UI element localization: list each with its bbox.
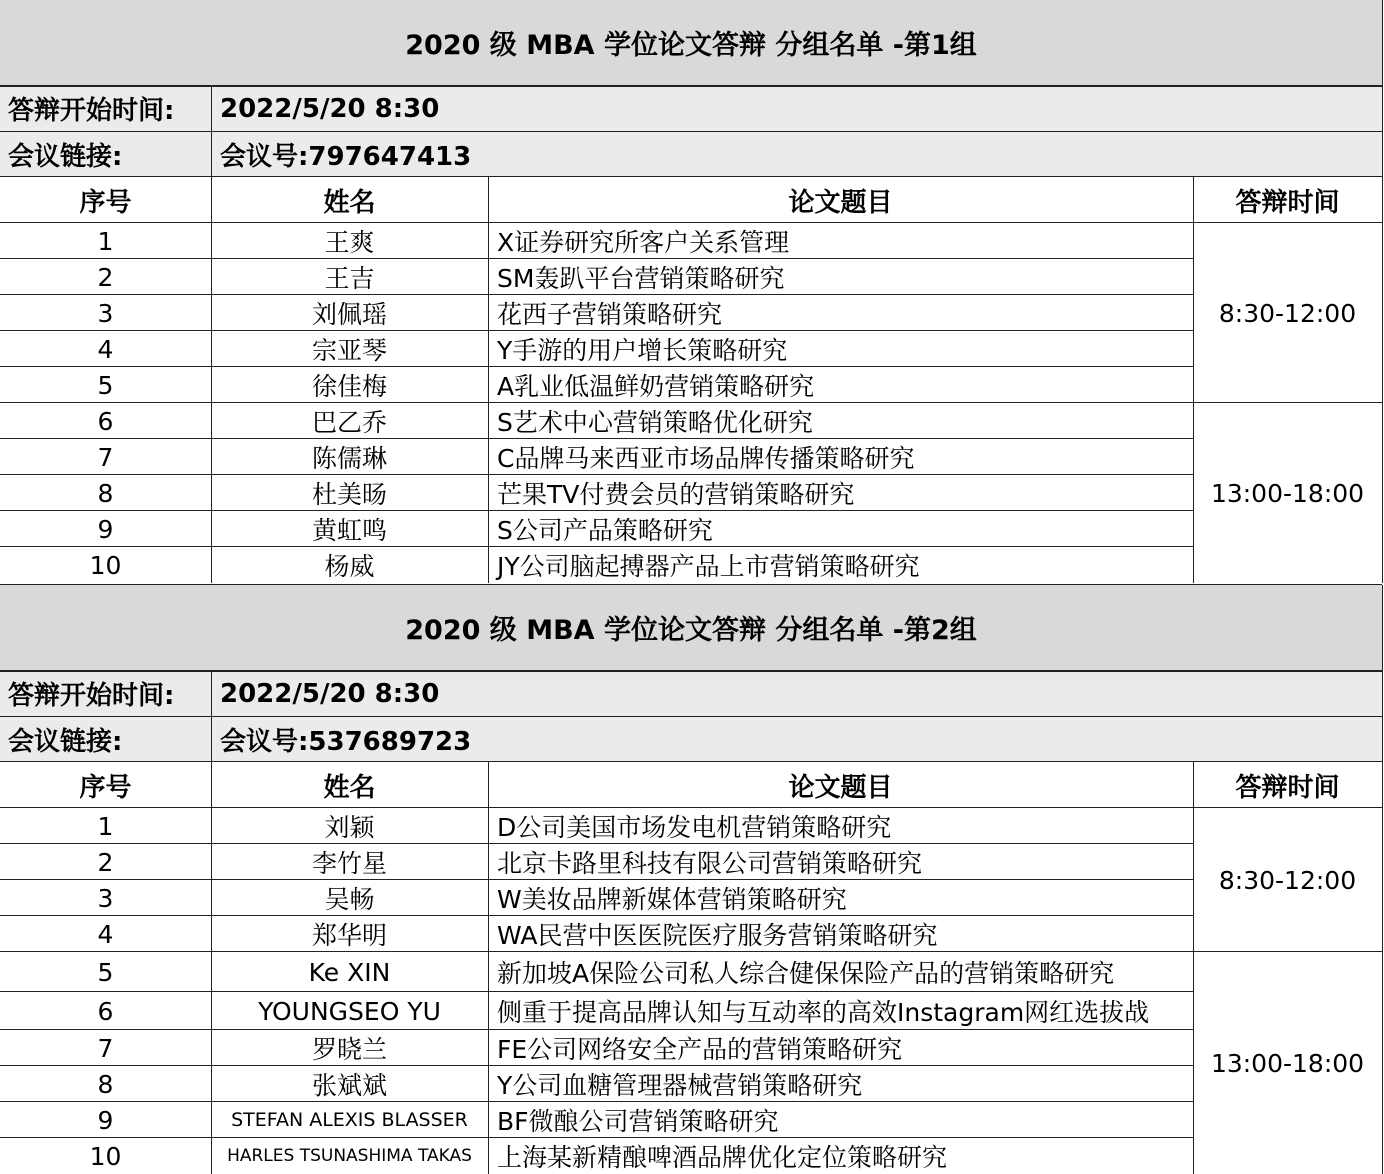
col-header-number [0,762,211,808]
thesis-topic [488,1030,1193,1066]
row-number-text: 1 [97,226,114,256]
student-name-text: 罗晓兰 [311,1035,387,1064]
grid-line [0,258,1193,259]
group-title-text: 2020 级 MBA 学位论文答辩 分组名单 -第1组 [405,30,977,61]
student-name [211,367,488,403]
student-name-text: 徐佳梅 [311,372,387,401]
thesis-topic-text: S艺术中心营销策略优化研究 [497,408,813,437]
grid-line [1193,177,1194,583]
thesis-topic [488,916,1193,952]
thesis-topic [488,1138,1193,1174]
row-number-text: 10 [89,1141,122,1171]
student-name [211,295,488,331]
defense-time-slot [1193,808,1382,952]
thesis-topic [488,992,1193,1030]
student-name-text: 吴畅 [324,885,375,914]
grid-line [488,177,489,583]
thesis-topic [488,259,1193,295]
defense-time-slot-text: 8:30-12:00 [1218,298,1357,328]
thesis-topic-text: Y手游的用户增长策略研究 [497,336,788,365]
row-number [0,880,211,916]
row-number-text: 8 [97,478,114,508]
grid-line [0,1101,1193,1102]
thesis-topic [488,331,1193,367]
student-name-text: YOUNGSEO YU [258,996,441,1026]
thesis-topic [488,880,1193,916]
student-name [211,844,488,880]
row-number [0,1102,211,1138]
thesis-topic [488,808,1193,844]
grid-line [0,510,1193,511]
defense-time-slot [1193,223,1382,403]
meeting-link-label [0,717,211,762]
thesis-topic [488,439,1193,475]
grid-line [0,546,1193,547]
student-name [211,475,488,511]
row-number-text: 6 [97,996,114,1026]
student-name [211,952,488,992]
row-number-text: 7 [97,442,114,472]
col-header-time [1193,762,1382,808]
row-number-text: 5 [97,370,114,400]
row-number-text: 5 [97,957,114,987]
group-title [0,585,1382,670]
meeting-link-label-text: 会议链接: [8,142,123,172]
row-number-text: 9 [97,1105,114,1135]
meeting-id-value [211,717,1382,762]
meeting-id-value-text: 会议号:537689723 [220,727,472,757]
defense-time-slot-text: 13:00-18:00 [1210,478,1365,508]
start-time-value [211,85,1382,132]
student-name-text: 杨威 [324,552,375,581]
thesis-topic [488,367,1193,403]
grid-line [0,843,1193,844]
row-number [0,844,211,880]
row-number-text: 3 [97,298,114,328]
grid-line [0,1029,1193,1030]
grid-line [0,991,1193,992]
student-name [211,808,488,844]
thesis-topic-text: D公司美国市场发电机营销策略研究 [497,813,892,842]
start-time-label [0,670,211,717]
thesis-topic [488,295,1193,331]
col-header-name-text: 姓名 [323,772,376,803]
row-number-text: 3 [97,883,114,913]
thesis-topic-text: 上海某新精酿啤酒品牌优化定位策略研究 [497,1143,948,1172]
row-number [0,547,211,583]
col-header-topic [488,762,1193,808]
thesis-topic-text: A乳业低温鲜奶营销策略研究 [497,372,815,401]
col-header-number-text: 序号 [79,772,132,803]
meeting-id-value [211,132,1382,177]
grid-line [1193,762,1194,1174]
grid-line [0,879,1193,880]
col-header-number-text: 序号 [79,187,132,218]
grid-line [0,670,1382,672]
row-number [0,992,211,1030]
row-number [0,475,211,511]
student-name [211,403,488,439]
meeting-id-value-text: 会议号:797647413 [220,142,472,172]
row-number [0,223,211,259]
row-number [0,439,211,475]
grid-line [1382,0,1383,583]
thesis-topic-text: 侧重于提高品牌认知与互动率的高效Instagram网红选拔战 [497,998,1150,1027]
student-name [211,511,488,547]
grid-line [0,402,1382,403]
student-name-text: HARLES TSUNASHIMA TAKAS [227,1146,472,1166]
thesis-topic-text: 花西子营销策略研究 [497,300,723,329]
grid-line [0,330,1193,331]
grid-line [488,762,489,1174]
thesis-topic-text: Y公司血糖管理器械营销策略研究 [497,1071,863,1100]
grid-line [211,670,212,1174]
thesis-topic [488,952,1193,992]
grid-line [0,1065,1193,1066]
grid-line [0,438,1193,439]
student-name-text: 王吉 [324,264,375,293]
row-number [0,403,211,439]
defense-time-slot-text: 8:30-12:00 [1218,865,1357,895]
group-title-text: 2020 级 MBA 学位论文答辩 分组名单 -第2组 [405,615,977,646]
row-number [0,367,211,403]
grid-line [0,176,1382,177]
row-number-text: 4 [97,919,114,949]
grid-line [0,1137,1193,1138]
grid-line [0,474,1193,475]
row-number-text: 1 [97,811,114,841]
student-name [211,331,488,367]
grid-line [0,131,1382,132]
thesis-topic-text: FE公司网络安全产品的营销策略研究 [497,1035,903,1064]
student-name [211,223,488,259]
start-time-value-text: 2022/5/20 8:30 [220,93,440,124]
thesis-topic-text: 芒果TV付费会员的营销策略研究 [497,480,855,509]
col-header-name-text: 姓名 [323,187,376,218]
thesis-topic [488,475,1193,511]
row-number-text: 4 [97,334,114,364]
row-number [0,1066,211,1102]
row-number [0,259,211,295]
defense-time-slot [1193,952,1382,1174]
row-number [0,511,211,547]
student-name-text: 杜美旸 [311,480,387,509]
thesis-topic-text: W美妆品牌新媒体营销策略研究 [497,885,847,914]
student-name [211,547,488,583]
col-header-time-text: 答辩时间 [1235,187,1340,218]
thesis-topic-text: JY公司脑起搏器产品上市营销策略研究 [497,552,920,581]
student-name-text: Ke XIN [308,957,391,987]
row-number [0,1138,211,1174]
grid-line [0,807,1382,808]
student-name [211,1138,488,1174]
thesis-topic-text: BF微酿公司营销策略研究 [497,1107,779,1136]
row-number-text: 2 [97,847,114,877]
student-name [211,1030,488,1066]
student-name-text: 黄虹鸣 [311,516,387,545]
student-name [211,1066,488,1102]
student-name [211,1102,488,1138]
start-time-value-text: 2022/5/20 8:30 [220,678,440,709]
row-number [0,295,211,331]
student-name-text: STEFAN ALEXIS BLASSER [231,1109,468,1131]
meeting-link-label-text: 会议链接: [8,727,123,757]
row-number-text: 7 [97,1033,114,1063]
thesis-topic [488,511,1193,547]
thesis-topic [488,844,1193,880]
student-name-text: 巴乙乔 [311,408,387,437]
start-time-label-text: 答辩开始时间: [8,681,175,711]
grid-line [0,951,1382,952]
student-name [211,992,488,1030]
col-header-topic [488,177,1193,223]
student-name [211,439,488,475]
student-name-text: 王爽 [324,228,375,257]
row-number [0,1030,211,1066]
col-header-time-text: 答辩时间 [1235,772,1340,803]
start-time-value [211,670,1382,717]
thesis-topic-text: S公司产品策略研究 [497,516,713,545]
student-name-text: 陈儒琳 [311,444,387,473]
col-header-time [1193,177,1382,223]
student-name-text: 宗亚琴 [311,336,387,365]
grid-line [0,716,1382,717]
grid-line [0,222,1382,223]
thesis-topic-text: WA民营中医医院医疗服务营销策略研究 [497,921,938,950]
grid-line [1382,585,1383,1174]
row-number [0,952,211,992]
student-name [211,880,488,916]
row-number-text: 10 [89,550,122,580]
defense-time-slot-text: 13:00-18:00 [1210,1048,1365,1078]
row-number [0,808,211,844]
start-time-label [0,85,211,132]
grid-line [0,915,1193,916]
col-header-topic-text: 论文题目 [788,187,893,218]
row-number [0,916,211,952]
grid-line [0,366,1193,367]
grid-line [0,85,1382,87]
row-number-text: 8 [97,1069,114,1099]
group-title [0,0,1382,85]
student-name-text: 李竹星 [311,849,387,878]
grid-line [211,85,212,583]
student-name [211,916,488,952]
thesis-topic-text: SM轰趴平台营销策略研究 [497,264,785,293]
start-time-label-text: 答辩开始时间: [8,96,175,126]
thesis-topic-text: C品牌马来西亚市场品牌传播策略研究 [497,444,915,473]
grid-line [0,761,1382,762]
col-header-topic-text: 论文题目 [788,772,893,803]
thesis-topic [488,223,1193,259]
thesis-topic-text: 新加坡A保险公司私人综合健保保险产品的营销策略研究 [497,959,1115,988]
student-name-text: 张斌斌 [311,1071,387,1100]
meeting-link-label [0,132,211,177]
student-name-text: 郑华明 [311,921,387,950]
col-header-number [0,177,211,223]
row-number-text: 6 [97,406,114,436]
grid-line [0,294,1193,295]
thesis-topic-text: 北京卡路里科技有限公司营销策略研究 [497,849,923,878]
thesis-topic [488,547,1193,583]
defense-time-slot [1193,403,1382,583]
thesis-topic [488,1066,1193,1102]
col-header-name [211,762,488,808]
thesis-topic [488,1102,1193,1138]
row-number [0,331,211,367]
thesis-topic-text: X证券研究所客户关系管理 [497,228,790,257]
student-name-text: 刘颖 [324,813,375,842]
student-name [211,259,488,295]
row-number-text: 9 [97,514,114,544]
thesis-topic [488,403,1193,439]
row-number-text: 2 [97,262,114,292]
col-header-name [211,177,488,223]
student-name-text: 刘佩瑶 [311,300,387,329]
